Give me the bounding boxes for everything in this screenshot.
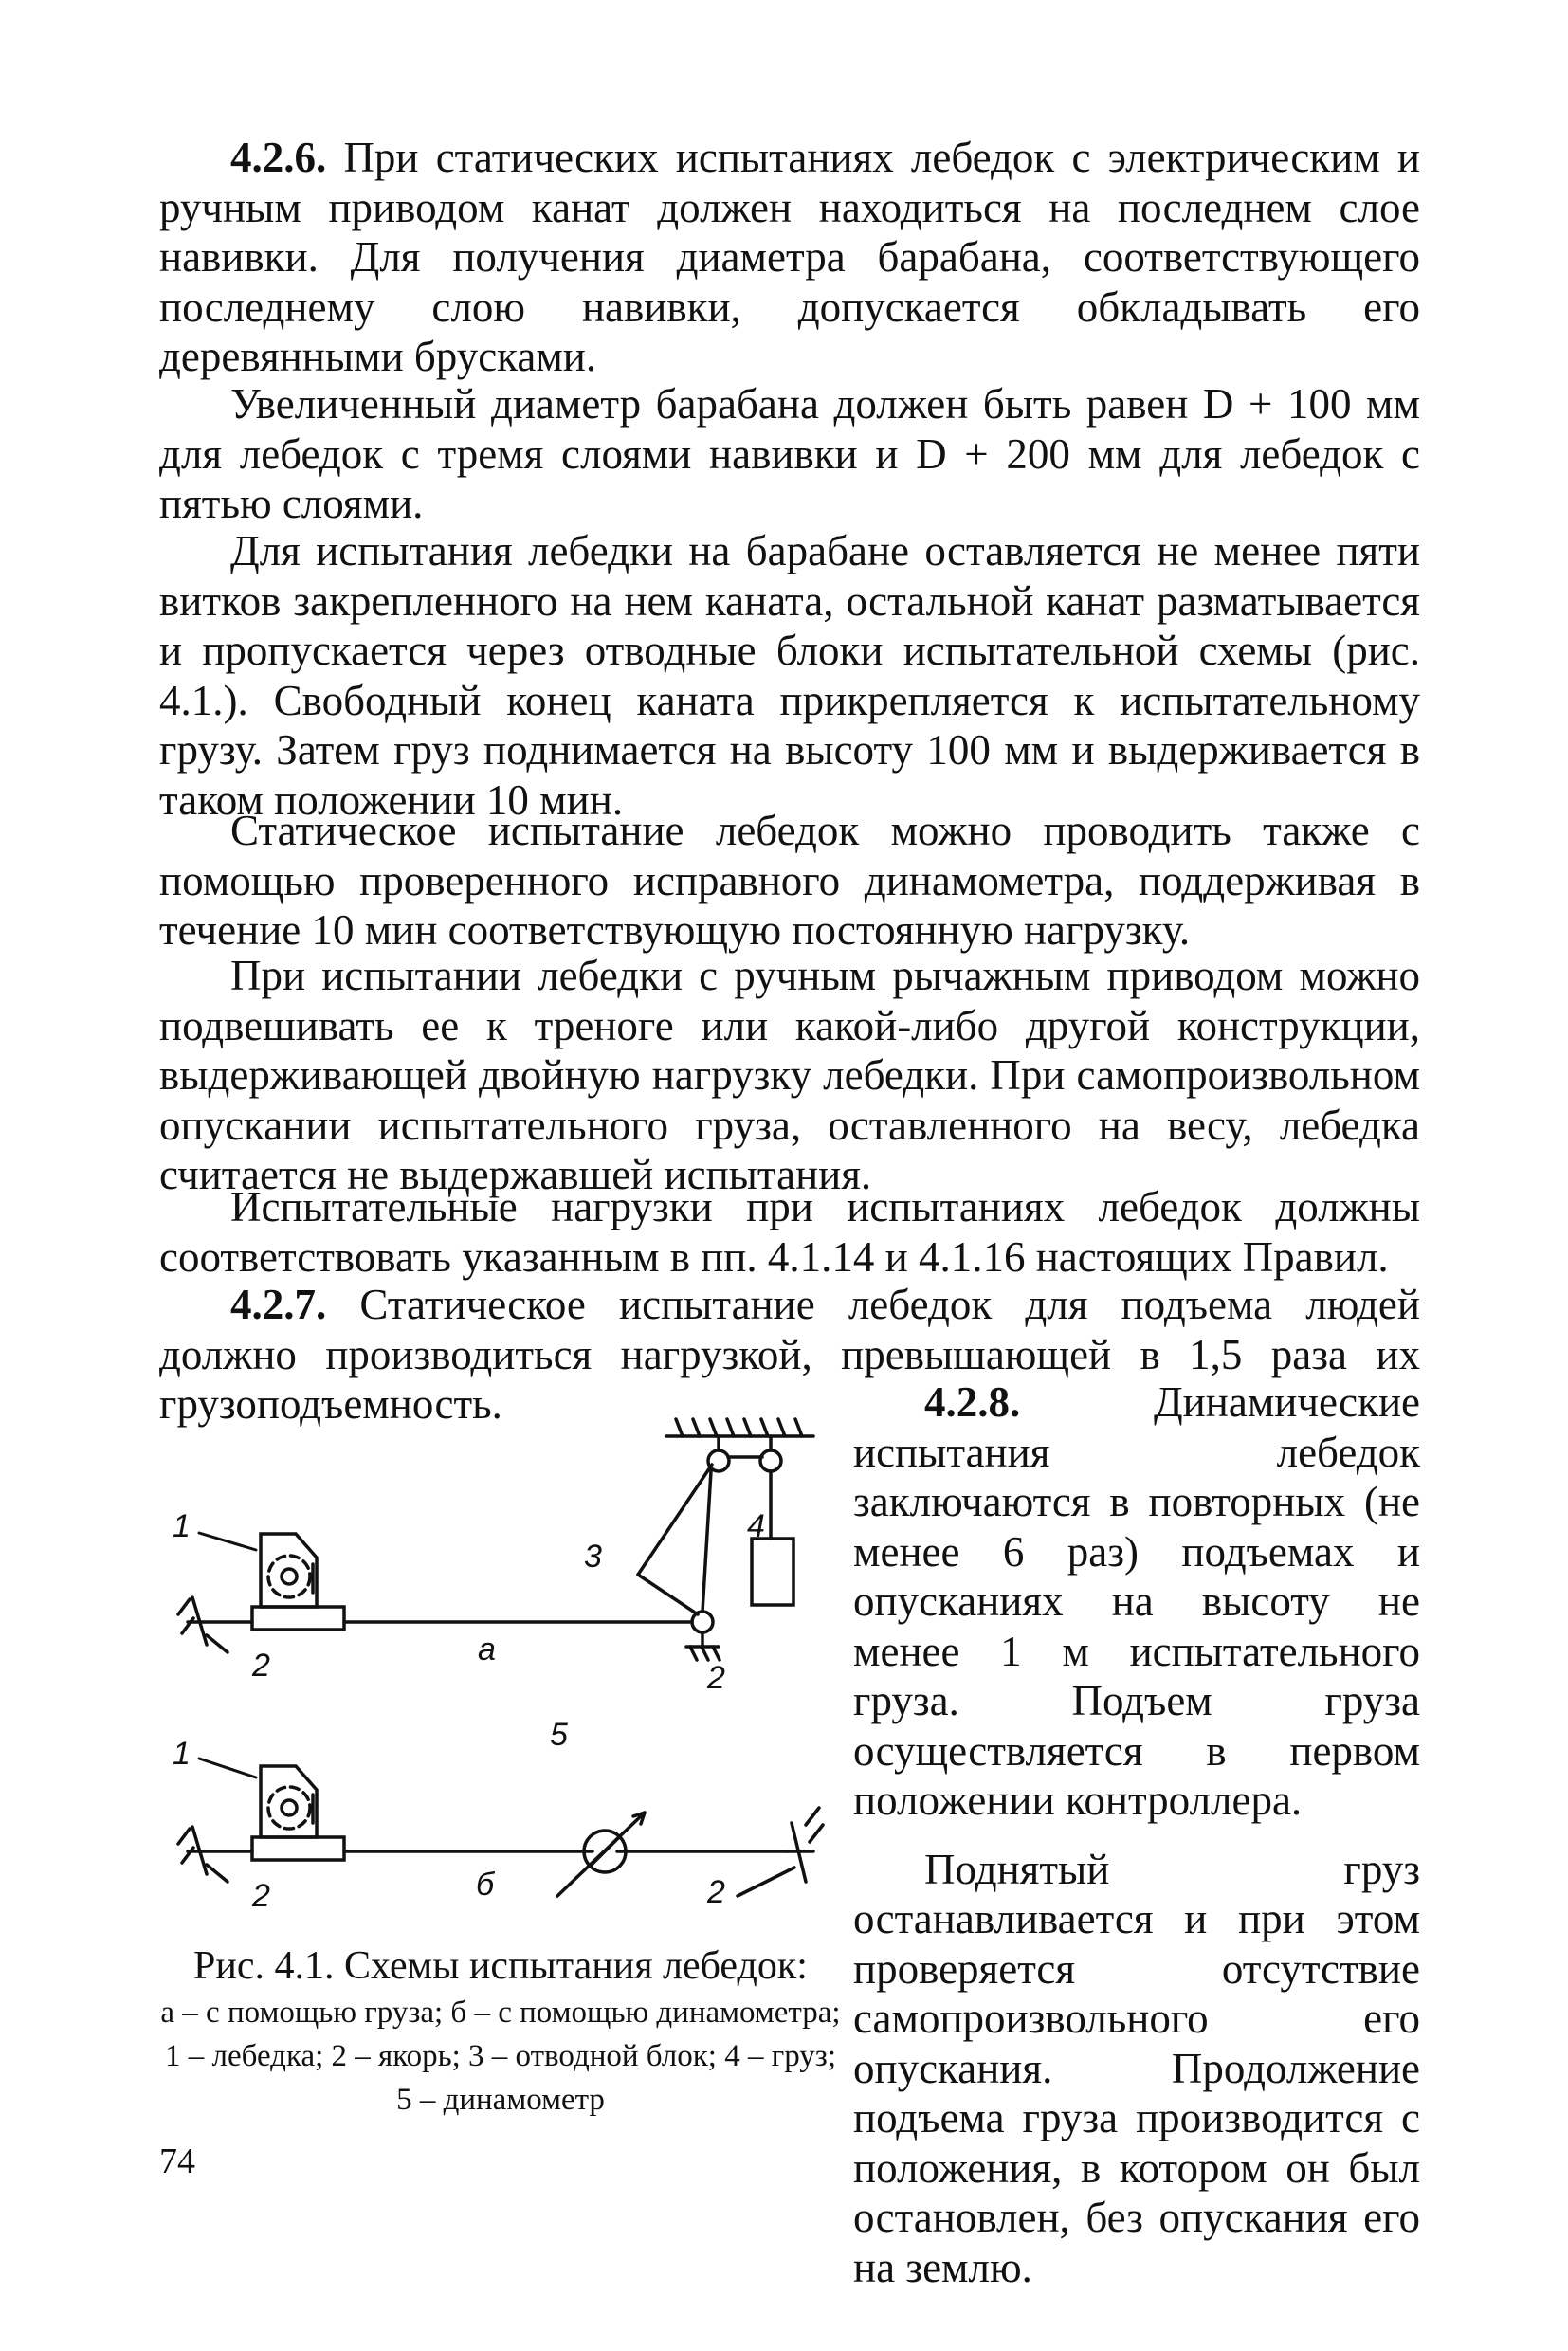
paragraph-test-loads: Испытательные нагрузки при испытаниях лебедок должны соответствовать указанным в пп. 4.1.14 и 4.1.16 настоящих Правил. [159, 1183, 1420, 1281]
section-number-4-2-8: 4.2.8. [924, 1378, 1021, 1426]
rope [638, 1575, 698, 1614]
anchor-left-top [178, 1597, 252, 1652]
rope [638, 1465, 712, 1575]
upper-pulley-right [760, 1450, 781, 1471]
label-anchor-left-bottom: 2 [252, 1878, 270, 1914]
caption-body: а – с помощью груза; б – с помощью динамометра; 1 – лебедка; 2 – якорь; 3 – отводной блок; 4 – груз; 5 – динамометр [160, 1996, 841, 2117]
diagram-svg [159, 1398, 842, 1929]
paragraph-4-2-8-stop: Поднятый груз останавливается и при этом проверяется отсутствие самопроизвольного его опускания. Продолжение подъема груза производится с положения, в котором он был остановлен, без опускания его на землю. [853, 1845, 1420, 2291]
paragraph-4-2-6-intro [159, 133, 1420, 382]
dynamometer [557, 1813, 645, 1896]
label-anchor-right-top: 2 [707, 1660, 725, 1696]
section-number-4-2-6: 4.2.6. [230, 134, 327, 181]
label-rope-b: б [476, 1867, 495, 1903]
label-winch-top: 1 [173, 1508, 191, 1544]
label-dynamometer: 5 [550, 1717, 568, 1753]
anchor-hatch [690, 1647, 720, 1660]
page-number: 74 [159, 2141, 195, 2181]
winch-bottom [252, 1766, 344, 1860]
ceiling-hatch [676, 1419, 802, 1436]
section-4-2-8 [853, 1377, 1420, 2292]
paragraph-dynamometer-test: Статическое испытание лебедок можно проводить также с помощью проверенного исправного динамометра, поддерживая в течение 10 мин соответствующую постоянную нагрузку. [159, 807, 1420, 954]
rope [702, 1471, 711, 1612]
label-anchor-left-top: 2 [252, 1648, 270, 1684]
label-deflection-block: 3 [584, 1539, 602, 1575]
paragraph-text: Статическое испытание лебедок для подъема людей должно производиться нагрузкой, превышающей в 1,5 раза их грузоподъемность. [159, 1281, 1420, 1428]
section-number-4-2-7: 4.2.7. [230, 1281, 327, 1328]
winch-test-diagram [159, 1398, 842, 1929]
paragraph-text: Динамические испытания лебедок заключаются в повторных (не менее 6 раз) подъемах и опусканиях на высоту не менее 1 м испытательного груза. Подъем груза осуществляется в первом положении контроллера. [853, 1378, 1420, 1824]
paragraph-lever-drive: При испытании лебедки с ручным рычажным приводом можно подвешивать ее к треноге или какой-либо другой конструкции, выдерживающей двойную нагрузку лебедки. При самопроизвольном опускании испытательного груза, оставленного на весу, лебедка считается не выдержавшей испытания. [159, 952, 1420, 1198]
label-anchor-right-bottom: 2 [707, 1874, 725, 1910]
label-winch-bottom: 1 [173, 1736, 191, 1772]
paragraph-drum-turns: Для испытания лебедки на барабане оставляется не менее пяти витков закрепленного на нем каната, остальной канат разматывается и пропускается через отводные блоки испытательной схемы (рис. 4.1.). Свободный конец каната прикрепляется к испытательному грузу. Затем груз поднимается на высоту 100 мм и выдерживается в таком положении 10 мин. [159, 527, 1420, 824]
paragraph-4-2-8-intro [853, 1377, 1420, 1826]
caption-title: Рис. 4.1. Схемы испытания лебедок: [193, 1944, 808, 1988]
figure-caption [159, 1941, 842, 2122]
paragraph-drum-diameter: Увеличенный диаметр барабана должен быть равен D + 100 мм для лебедок с тремя слоями навивки и D + 200 мм для лебедок с пятью слоями. [159, 380, 1420, 527]
anchor-left-bottom [178, 1827, 252, 1882]
paragraph-text: При статических испытаниях лебедок с электрическим и ручным приводом канат должен находиться на последнем слое навивки. Для получения диаметра барабана, соответствующего последнему слою навивки, допускается обкладывать его деревянными брусками. [159, 134, 1420, 380]
label-rope-a: а [478, 1631, 496, 1668]
winch-top [252, 1534, 344, 1630]
label-weight: 4 [747, 1508, 765, 1544]
test-weight [752, 1539, 793, 1605]
